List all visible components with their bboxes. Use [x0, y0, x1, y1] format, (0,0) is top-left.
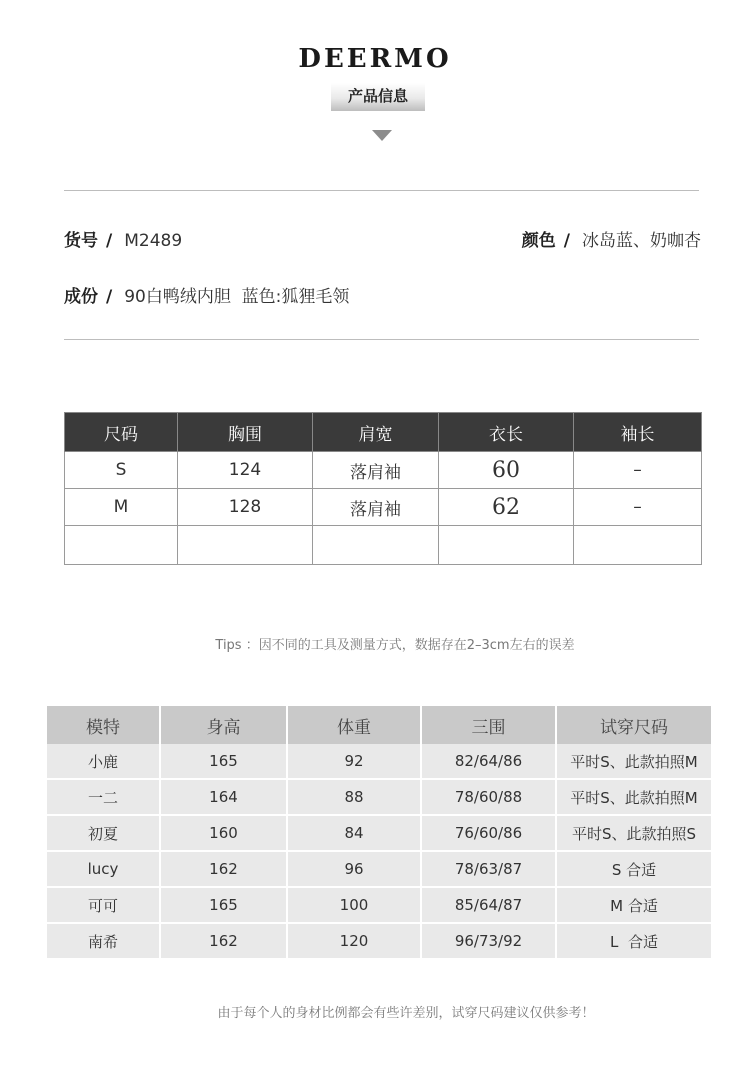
height-cell: 162 [160, 851, 287, 887]
product-code-row [64, 226, 182, 251]
empty-cell [65, 526, 178, 565]
model-name-cell: 可可 [47, 887, 160, 923]
product-code-value: M2489 [124, 231, 183, 251]
model-name-cell: 一二 [47, 779, 160, 815]
weight-cell: 120 [287, 923, 421, 959]
product-material-label: 成份 [64, 287, 98, 307]
measurements-cell: 96/73/92 [421, 923, 556, 959]
weight-cell: 88 [287, 779, 421, 815]
model-table [47, 706, 713, 960]
table-row [47, 923, 712, 959]
fit-size-cell: S 合适 [556, 851, 712, 887]
measurements-cell: 78/63/87 [421, 851, 556, 887]
model-table-header [47, 706, 712, 744]
size-header-cell: 尺码 [65, 413, 178, 452]
model-name-cell: lucy [47, 851, 160, 887]
size-table [64, 412, 702, 565]
table-row [65, 452, 702, 489]
height-cell: 165 [160, 744, 287, 779]
fit-size-cell: 平时S、此款拍照M [556, 779, 712, 815]
measurements-cell: 82/64/86 [421, 744, 556, 779]
table-row [47, 815, 712, 851]
measurement-tips: Tips ：因不同的工具及测量方式，数据存在2–3cm左右的误差 [215, 638, 575, 653]
fit-size-cell: L 合适 [556, 923, 712, 959]
section-title-tab: 产品信息 [331, 83, 425, 111]
size-header-cell: 肩宽 [313, 413, 439, 452]
table-row-empty [65, 526, 702, 565]
chest-cell: 124 [178, 452, 313, 489]
weight-cell: 92 [287, 744, 421, 779]
product-color-label: 颜色 [521, 231, 556, 251]
model-name-cell: 南希 [47, 923, 160, 959]
model-header-cell: 体重 [287, 706, 421, 744]
weight-cell: 84 [287, 815, 421, 851]
separator: / [106, 287, 113, 307]
table-row [47, 779, 712, 815]
fit-size-cell: 平时S、此款拍照S [556, 815, 712, 851]
size-table-header [65, 413, 702, 452]
triangle-down-icon [372, 130, 392, 141]
empty-cell [178, 526, 313, 565]
model-name-cell: 小鹿 [47, 744, 160, 779]
chest-cell: 128 [178, 489, 313, 526]
model-header-cell: 试穿尺码 [556, 706, 712, 744]
length-cell: 60 [439, 452, 574, 489]
height-cell: 164 [160, 779, 287, 815]
model-name-cell: 初夏 [47, 815, 160, 851]
product-color-row [522, 226, 701, 251]
empty-cell [313, 526, 439, 565]
size-header-cell: 袖长 [574, 413, 702, 452]
size-cell: M [65, 489, 178, 526]
length-cell: 62 [439, 489, 574, 526]
separator: / [106, 231, 113, 251]
measurements-cell: 76/60/86 [421, 815, 556, 851]
size-cell: S [65, 452, 178, 489]
empty-cell [439, 526, 574, 565]
height-cell: 165 [160, 887, 287, 923]
weight-cell: 100 [287, 887, 421, 923]
sleeve-cell: – [574, 489, 702, 526]
shoulder-cell: 落肩袖 [313, 452, 439, 489]
table-row [47, 851, 712, 887]
product-code-label: 货号 [64, 231, 98, 251]
measurements-cell: 78/60/88 [421, 779, 556, 815]
product-material-value: 90白鸭绒内胆 蓝色:狐狸毛领 [124, 287, 350, 307]
divider [64, 190, 699, 191]
size-header-cell: 衣长 [439, 413, 574, 452]
product-color-value: 冰岛蓝、奶咖杏 [582, 231, 701, 251]
divider [64, 339, 699, 340]
size-disclaimer: 由于每个人的身材比例都会有些许差别，试穿尺码建议仅供参考！ [217, 1006, 595, 1021]
height-cell: 162 [160, 923, 287, 959]
table-row [47, 744, 712, 779]
table-row [65, 489, 702, 526]
fit-size-cell: 平时S、此款拍照M [556, 744, 712, 779]
model-header-cell: 模特 [47, 706, 160, 744]
table-row [47, 887, 712, 923]
sleeve-cell: – [574, 452, 702, 489]
separator: / [563, 231, 570, 251]
brand-logo: DEERMO [298, 44, 452, 74]
measurements-cell: 85/64/87 [421, 887, 556, 923]
model-header-cell: 三围 [421, 706, 556, 744]
shoulder-cell: 落肩袖 [313, 489, 439, 526]
height-cell: 160 [160, 815, 287, 851]
model-header-cell: 身高 [160, 706, 287, 744]
product-material-row [64, 282, 349, 307]
weight-cell: 96 [287, 851, 421, 887]
fit-size-cell: M 合适 [556, 887, 712, 923]
size-header-cell: 胸围 [178, 413, 313, 452]
empty-cell [574, 526, 702, 565]
